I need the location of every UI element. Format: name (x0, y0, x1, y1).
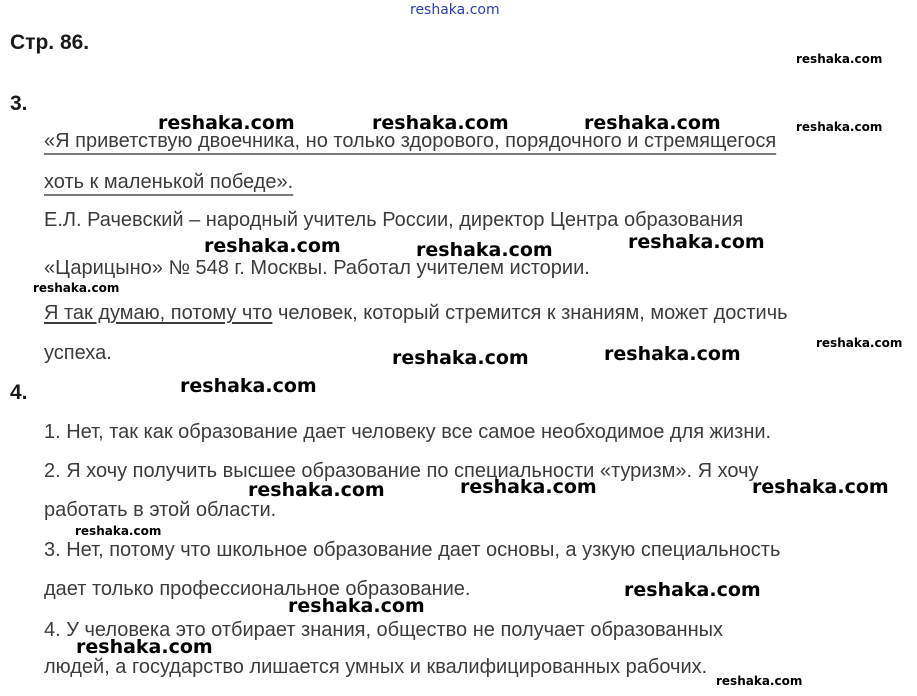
watermark: reshaka.com (604, 343, 741, 365)
question-4-number: 4. (10, 381, 28, 404)
question-3-number: 3. (10, 92, 28, 115)
watermark: reshaka.com (624, 579, 761, 601)
watermark: reshaka.com (372, 112, 509, 134)
watermark: reshaka.com (796, 52, 883, 66)
answer-3-line-1: 3. Нет, потому что школьное образование дает основы, а узкую специальность (44, 539, 781, 561)
opinion-rest: человек, который стремится к знаниям, может достичь (272, 302, 788, 324)
watermark: reshaka.com (158, 112, 295, 134)
answer-3-line-2: дает только профессиональное образование. (44, 578, 471, 600)
answer-2-line-2: работать в этой области. (44, 499, 277, 521)
answer-4-line-1: 4. У человека это отбирает знания, общество не получает образованных (44, 619, 724, 641)
watermark: reshaka.com (796, 120, 883, 134)
header-watermark: reshaka.com (410, 2, 500, 18)
opinion-underlined-phrase: Я так думаю, потому что (44, 302, 273, 324)
watermark: reshaka.com (416, 239, 553, 261)
page-title: Стр. 86. (10, 31, 90, 54)
watermark: reshaka.com (75, 524, 162, 538)
quote-line-2: хоть к маленькой победе». (44, 171, 294, 193)
watermark: reshaka.com (628, 231, 765, 253)
watermark: reshaka.com (392, 347, 529, 369)
author-line-2: «Царицыно» № 548 г. Москвы. Работал учителем истории. (44, 257, 590, 279)
watermark: reshaka.com (816, 336, 903, 350)
watermark: reshaka.com (288, 595, 425, 617)
opinion-line-2: успеха. (44, 342, 112, 364)
watermark: reshaka.com (33, 281, 120, 295)
answer-4-line-2: людей, а государство лишается умных и квалифицированных рабочих. (44, 656, 708, 678)
watermark: reshaka.com (752, 476, 889, 498)
watermark: reshaka.com (248, 479, 385, 501)
answer-2-line-1: 2. Я хочу получить высшее образование по специальности «туризм». Я хочу (44, 460, 759, 482)
watermark: reshaka.com (204, 235, 341, 257)
author-line-1: Е.Л. Рачевский – народный учитель России, директор Центра образования (44, 209, 744, 231)
answer-1: 1. Нет, так как образование дает человеку все самое необходимое для жизни. (44, 421, 772, 443)
watermark: reshaka.com (460, 476, 597, 498)
quote-line-1: «Я приветствую двоечника, но только здорового, порядочного и стремящегося (44, 130, 777, 152)
watermark: reshaka.com (716, 674, 803, 688)
opinion-line-1 (44, 302, 788, 325)
watermark: reshaka.com (76, 636, 213, 658)
watermark: reshaka.com (180, 375, 317, 397)
watermark: reshaka.com (584, 112, 721, 134)
